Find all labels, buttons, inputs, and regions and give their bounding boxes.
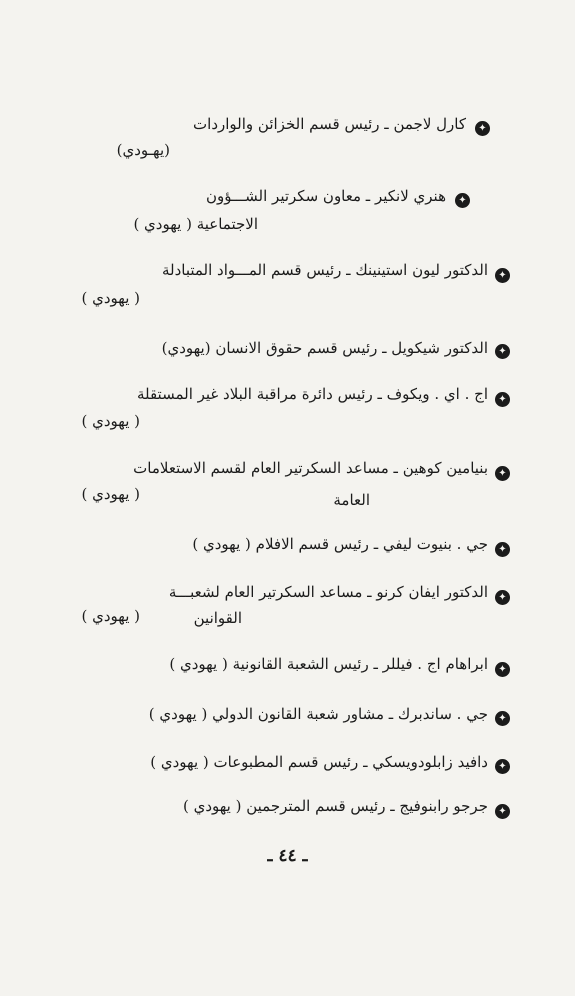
entry-tag: ( يهودي ): [81, 607, 140, 625]
entry-text: الدكتور ليون استينينك ـ رئيس قسم المـــواد المتبادلة: [161, 261, 488, 279]
star-bullet-icon: [495, 268, 510, 283]
entry-tag: ( يهودي ): [81, 289, 140, 307]
star-bullet-icon: [495, 711, 510, 726]
star-bullet-icon: [475, 121, 490, 136]
entry-text: جي . بنيوت ليفي ـ رئيس قسم الافلام ( يهودي ): [192, 535, 488, 553]
star-bullet-icon: [495, 392, 510, 407]
entry-text: جرجو رابنوفيج ـ رئيس قسم المترجمين ( يهودي ): [182, 797, 488, 815]
entry-tag: الاجتماعية ( يهودي ): [133, 215, 258, 233]
star-bullet-icon: [495, 804, 510, 819]
star-bullet-icon: [455, 193, 470, 208]
star-bullet-icon: [495, 466, 510, 481]
list-item: [60, 654, 510, 680]
entry-text: دافيد زابلودويسكي ـ رئيس قسم المطبوعات ( يهودي ): [150, 753, 488, 771]
list-item: [60, 796, 510, 822]
star-bullet-icon: [495, 662, 510, 677]
list-item: [60, 458, 510, 512]
list-item: [60, 338, 510, 364]
entry-tag: ( يهودي ): [81, 412, 140, 430]
list-item: [60, 582, 510, 636]
list-item: [60, 384, 510, 434]
star-bullet-icon: [495, 542, 510, 557]
entry-text: الدكتور ايفان كرنو ـ مساعد السكرتير العام لشعبـــة: [168, 583, 488, 601]
star-bullet-icon: [495, 344, 510, 359]
page-number: ـ ٤٤ ـ: [267, 846, 308, 866]
list-item: [60, 186, 470, 236]
entry-text: اج . اي . ويكوف ـ رئيس دائرة مراقبة البلاد غير المستقلة: [136, 385, 488, 403]
entry-text: ابراهام اج . فيللر ـ رئيس الشعبة القانونية ( يهودي ): [169, 655, 488, 673]
entry-text: بنيامين كوهين ـ مساعد السكرتير العام لقسم الاستعلامات: [133, 459, 488, 477]
entry-continuation: القوانين: [193, 609, 242, 627]
list-item: [60, 752, 510, 778]
entry-tag: ( يهودي ): [81, 485, 140, 503]
star-bullet-icon: [495, 590, 510, 605]
entry-text: جي . ساندبرك ـ مشاور شعبة القانون الدولي ( يهودي ): [148, 705, 488, 723]
star-bullet-icon: [495, 759, 510, 774]
entry-continuation: العامة: [333, 491, 370, 509]
list-item: [60, 704, 510, 730]
list-item: [60, 260, 510, 310]
entry-tag: (يهـودي): [116, 141, 170, 159]
entry-text: الدكتور شيكويل ـ رئيس قسم حقوق الانسان (يهودي): [161, 339, 488, 357]
list-item: [60, 114, 490, 164]
list-item: [60, 534, 510, 560]
entry-text: هنري لانكير ـ معاون سكرتير الشـــؤون: [205, 187, 446, 205]
entry-text: كارل لاجمن ـ رئيس قسم الخزائن والواردات: [193, 115, 466, 133]
